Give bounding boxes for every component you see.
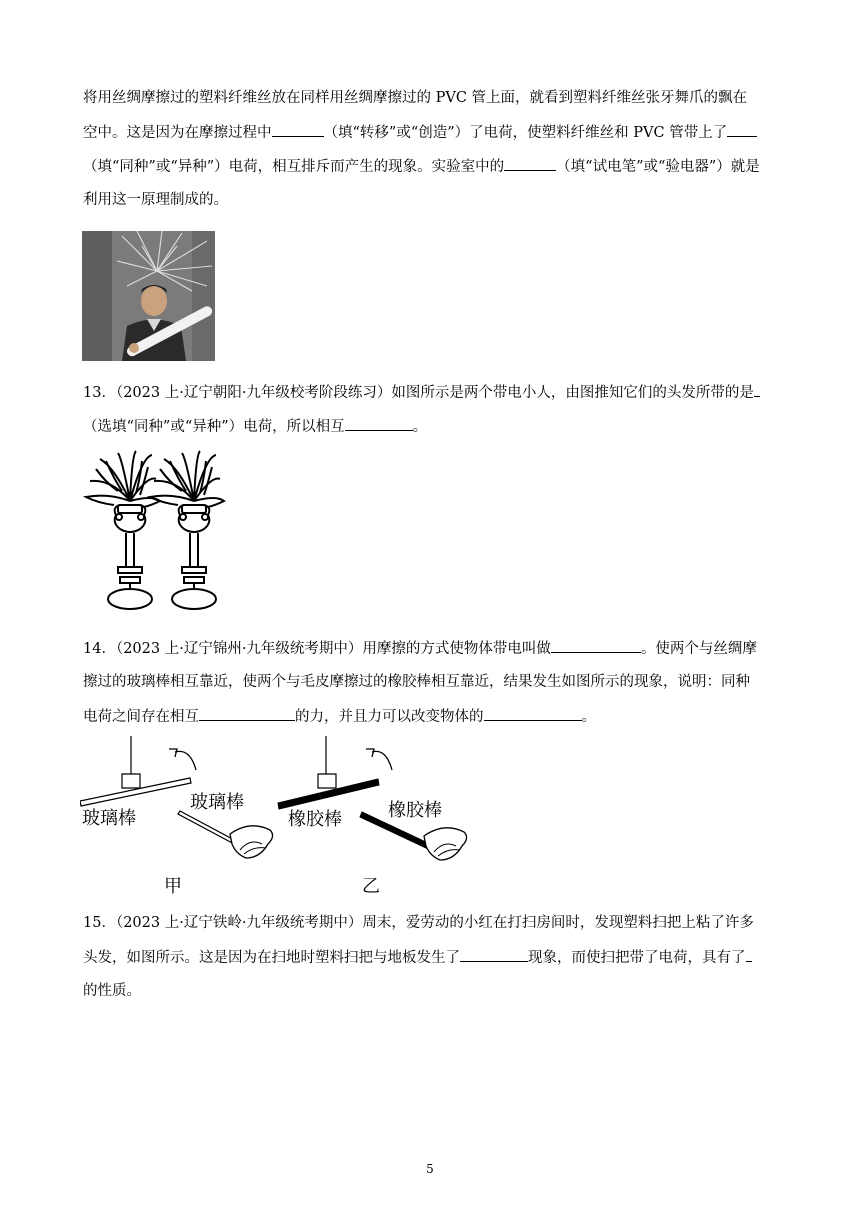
q13-text: 。 bbox=[412, 419, 428, 435]
page-number: 5 bbox=[426, 1162, 434, 1176]
answer-blank bbox=[746, 947, 752, 962]
pvc-experiment-photo bbox=[82, 231, 215, 361]
q12-text: （填“试电笔”或“验电器”）就是 bbox=[556, 159, 760, 175]
q12-text: （填“同种”或“异种”）电荷，相互排斥而产生的现象。实验室中的 bbox=[83, 159, 505, 175]
q14-line-2: 擦过的玻璃棒相互靠近，使两个与毛皮摩擦过的橡胶棒相互靠近，结果发生如图所示的现象，说明：同种 bbox=[83, 674, 750, 690]
q12-line-3 bbox=[83, 156, 780, 177]
left-doll bbox=[86, 451, 160, 609]
glass-rod-setup bbox=[80, 736, 273, 897]
charged-dolls-figure bbox=[82, 449, 242, 614]
answer-blank bbox=[199, 706, 295, 721]
glass-rod-hand-label: 玻璃棒 bbox=[190, 792, 244, 813]
q12-text: （填“转移”或“创造”）了电荷，使塑料纤维丝和 PVC 管带上了 bbox=[323, 125, 728, 141]
q13-text: 13．（2023 上·辽宁朝阳·九年级校考阶段练习）如图所示是两个带电小人，由图推知它们的头发所带的是 bbox=[83, 385, 754, 401]
answer-blank bbox=[272, 122, 324, 137]
answer-blank bbox=[460, 947, 528, 962]
glass-rod-hanging-label: 玻璃棒 bbox=[82, 808, 136, 829]
q13-text: （选填“同种”或“异种”）电荷，所以相互 bbox=[83, 419, 345, 435]
q12-line-2 bbox=[83, 122, 780, 143]
q14-text: 电荷之间存在相互 bbox=[83, 709, 199, 725]
rods-figure bbox=[80, 732, 480, 897]
q14-line-3 bbox=[83, 706, 780, 727]
q13-line-1 bbox=[83, 382, 780, 403]
answer-blank bbox=[754, 382, 760, 397]
q14-text: 的力，并且力可以改变物体的 bbox=[295, 709, 484, 725]
q14-line-1 bbox=[83, 638, 780, 659]
q15-line-3: 的性质。 bbox=[83, 983, 141, 999]
answer-blank bbox=[551, 638, 641, 653]
q14-text: 14．（2023 上·辽宁锦州·九年级统考期中）用摩擦的方式使物体带电叫做 bbox=[83, 641, 551, 657]
q15-line-1: 15．（2023 上·辽宁铁岭·九年级统考期中）周末，爱劳动的小红在打扫房间时，发现塑料扫把上粘了许多 bbox=[83, 915, 754, 931]
q14-text: 。 bbox=[581, 709, 596, 725]
answer-blank bbox=[727, 122, 757, 137]
q12-line-4: 利用这一原理制成的。 bbox=[83, 192, 228, 208]
figure-label-b: 乙 bbox=[362, 876, 380, 897]
photo-illustration bbox=[82, 231, 215, 361]
right-doll bbox=[150, 451, 224, 609]
answer-blank bbox=[345, 416, 413, 431]
q15-line-2 bbox=[83, 947, 780, 968]
q15-text: 头发，如图所示。这是因为在扫地时塑料扫把与地板发生了 bbox=[83, 950, 460, 966]
q15-text: 现象，而使扫把带了电荷，具有了 bbox=[528, 950, 746, 966]
q12-text: 空中。这是因为在摩擦过程中 bbox=[83, 125, 272, 141]
rubber-rod-hand-label: 橡胶棒 bbox=[388, 800, 442, 821]
q14-text: 。使两个与丝绸摩 bbox=[640, 641, 757, 657]
rubber-rod-setup bbox=[278, 736, 467, 897]
answer-blank bbox=[504, 156, 556, 171]
figure-label-a: 甲 bbox=[164, 876, 182, 897]
q12-line-1: 将用丝绸摩擦过的塑料纤维丝放在同样用丝绸摩擦过的 PVC 管上面，就看到塑料纤维丝张牙舞爪的飘在 bbox=[83, 90, 748, 106]
q13-line-2 bbox=[83, 416, 780, 437]
answer-blank bbox=[484, 706, 582, 721]
rubber-rod-hanging-label: 橡胶棒 bbox=[288, 809, 342, 830]
